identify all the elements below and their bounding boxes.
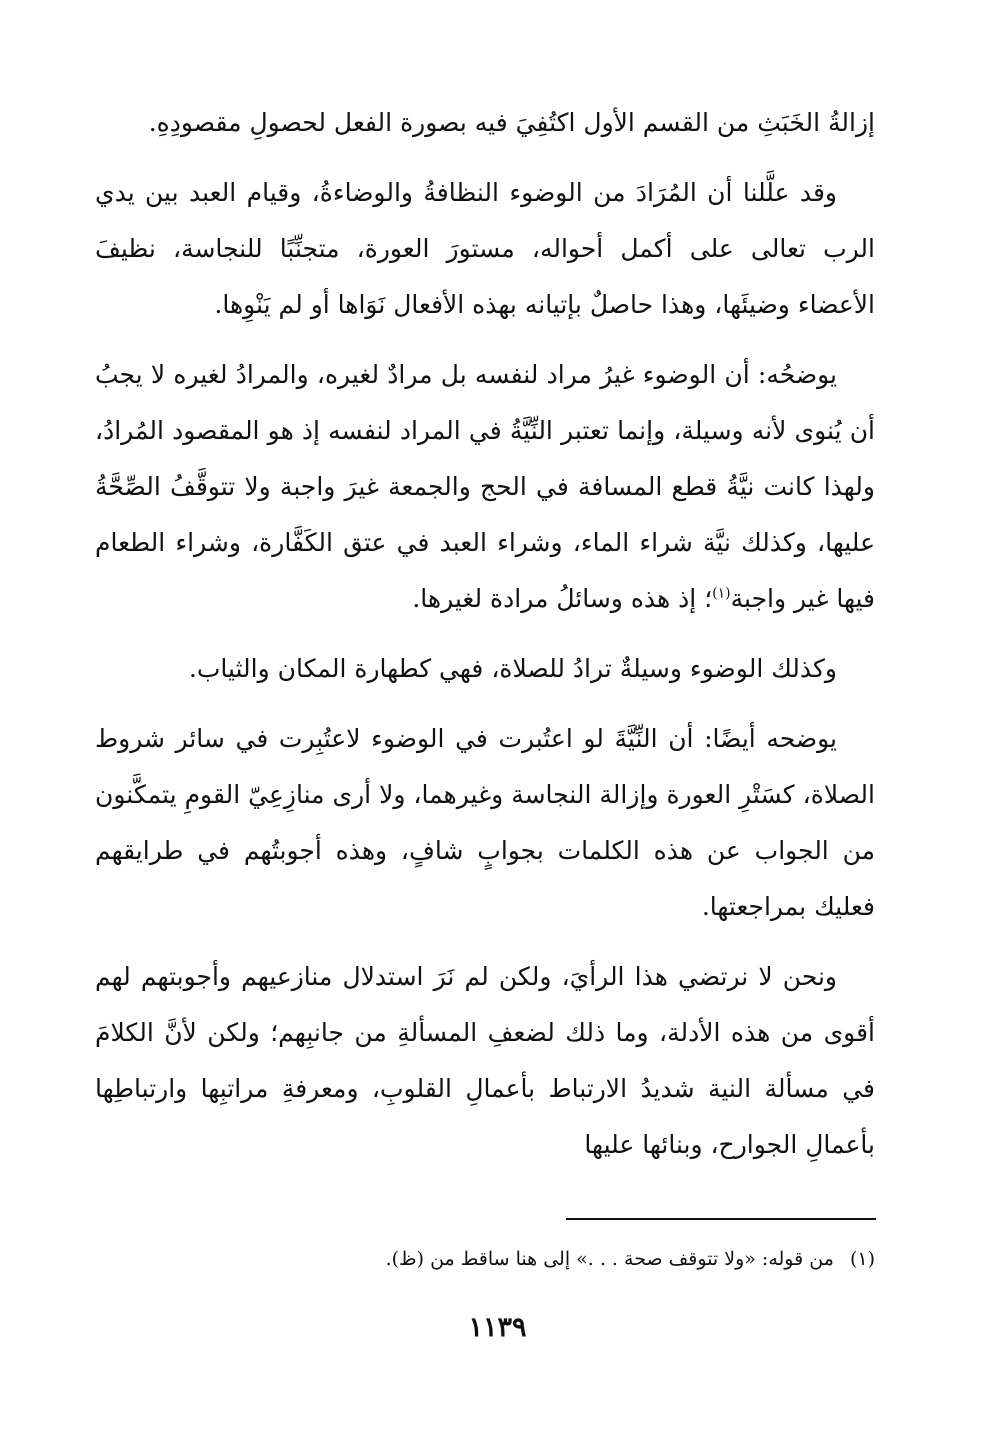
paragraph-5: يوضحه أيضًا: أن النِّيَّةَ لو اعتُبرت في الوضوء لاعتُبِرت في سائر شروط الصلاة، كسَتْرِ العورة وإزالة النجاسة وغيرهما، ولا أرى منازِعِيّ القومِ يتمكَّنون من الجواب عن هذه الكلمات بجوابٍ شافٍ، وهذه أجوبتُهم في طرايقهم فعليك بمراجعتها. [95, 724, 875, 921]
paragraph-3-tail: ؛ إذ هذه وسائلُ مرادة لغيرها. [412, 584, 713, 613]
paragraph-6: ونحن لا نرتضي هذا الرأيَ، ولكن لم نَرَ استدلال منازعيهم وأجوبتهم لهم أقوى من هذه الأدلة، وما ذلك لضعفِ المسألةِ من جانبِهم؛ ولكن لأنَّ الكلامَ في مسألة النية شديدُ الارتباط بأعمالِ القلوبِ، ومعرفةِ مراتبِها وارتباطِها بأعمالِ الجوارح، وبنائها عليها [95, 962, 875, 1159]
paragraph-4: وكذلك الوضوء وسيلةٌ ترادُ للصلاة، فهي كطهارة المكان والثياب. [188, 654, 837, 683]
footnote-number: (١) [849, 1248, 875, 1270]
paragraph-2: وقد علَّلنا أن المُرَادَ من الوضوء النظافةُ والوضاءةُ، وقيام العبد بين يدي الرب تعالى على أكمل أحواله، مستورَ العورة، متجنِّبًا للنجاسة، نظيفَ الأعضاء وضيئَها، وهذا حاصلٌ بإتيانه بهذه الأفعال نَوَاها أو لم يَنْوِها. [95, 178, 875, 319]
footnote [95, 1244, 875, 1274]
paragraph-3 [95, 347, 875, 627]
footnote-reference: (١) [712, 585, 731, 602]
footnote-divider [566, 1218, 876, 1220]
main-text [95, 95, 875, 1187]
page-number: ١١٣٩ [468, 1312, 527, 1343]
paragraph-3-text: يوضحُه: أن الوضوء غيرُ مراد لنفسه بل مرادٌ لغيره، والمرادُ لغيره لا يجبُ أن يُنوى لأنه وسيلة، وإنما تعتبر النِّيَّةُ في المراد لنفسه إذ هو المقصود المُرادُ، ولهذا كانت نيَّةُ قطع المسافة في الحج والجمعة غيرَ واجبة ولا تتوقَّفُ الصِّحَّةُ عليها، وكذلك نيَّة شراء الماء، وشراء العبد في عتق الكَفَّارة، وشراء الطعام فيها غير واجبة [95, 360, 875, 613]
footnote-text: من قوله: «ولا تتوقف صحة . . .» إلى هنا ساقط من (ظ). [385, 1248, 834, 1270]
paragraph-1: إزالةُ الخَبَثِ من القسم الأول اكتُفِيَ فيه بصورة الفعل لحصولِ مقصودِهِ. [148, 108, 875, 137]
